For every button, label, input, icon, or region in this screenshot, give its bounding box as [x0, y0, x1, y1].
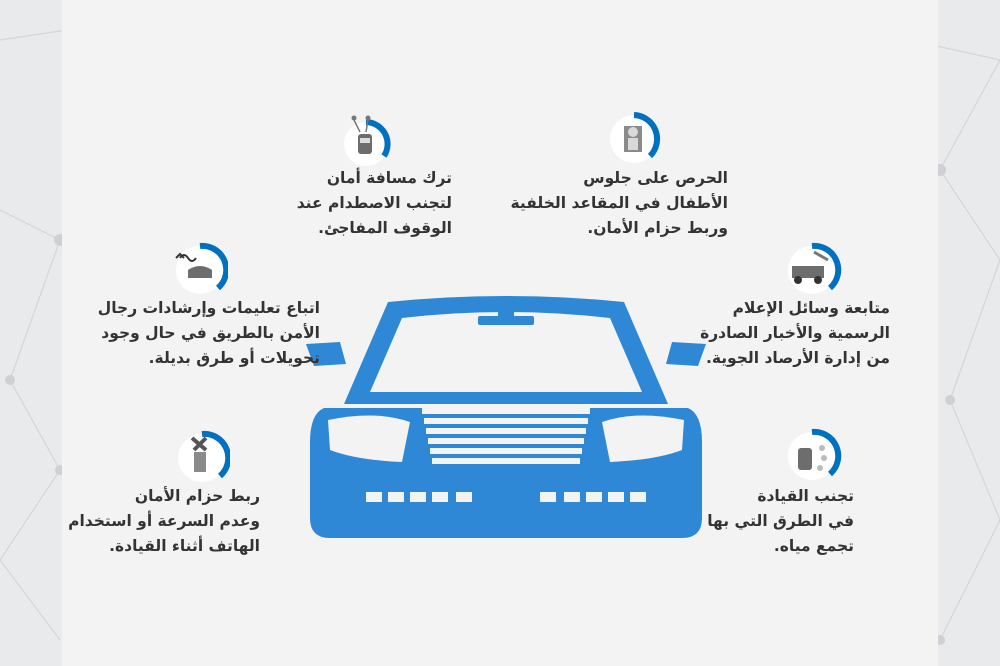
- tip-line: الهاتف أثناء القيادة.: [109, 537, 260, 555]
- tip-line: متابعة وسائل الإعلام: [732, 299, 890, 317]
- tip-line: وعدم السرعة أو استخدام: [68, 512, 260, 530]
- tip-line: الأمن بالطريق في حال وجود: [101, 324, 320, 342]
- car-illustration: [306, 292, 706, 546]
- tip-seatbelt: [68, 484, 260, 559]
- tip-line: الوقوف المفاجئ.: [318, 219, 452, 237]
- tip-line: ربط حزام الأمان: [134, 487, 260, 505]
- tip-line: الرسمية والأخبار الصادرة: [700, 324, 890, 342]
- tip-line: تجمع مياه.: [773, 537, 854, 555]
- flooded-road-icon: [784, 426, 842, 484]
- tip-line: تجنب القيادة: [757, 487, 854, 505]
- tip-road-security: [98, 296, 320, 371]
- tip-line: اتباع تعليمات وإرشادات رجال: [97, 299, 320, 317]
- tip-line: لتجنب الاصطدام عند: [296, 194, 452, 212]
- tip-line: الأطفال في المقاعد الخلفية: [510, 194, 728, 212]
- tip-line: في الطرق التي بها: [707, 512, 854, 530]
- tip-safe-distance: [297, 166, 452, 241]
- car-distance-icon: [338, 112, 396, 170]
- tip-line: الحرص على جلوس: [583, 169, 728, 187]
- detour-icon: [170, 240, 228, 298]
- tip-line: ترك مسافة أمان: [326, 169, 452, 187]
- tip-line: من إدارة الأرصاد الجوية.: [705, 349, 890, 367]
- tip-line: وربط حزام الأمان.: [587, 219, 728, 237]
- tip-media: [700, 296, 890, 371]
- tip-child-seat: [511, 166, 728, 241]
- seatbelt-icon: [172, 428, 230, 486]
- tip-water: [707, 484, 854, 559]
- weather-alert-icon: [784, 240, 842, 298]
- child-seat-icon: [606, 110, 664, 168]
- tip-line: تحويلات أو طرق بديلة.: [148, 349, 320, 367]
